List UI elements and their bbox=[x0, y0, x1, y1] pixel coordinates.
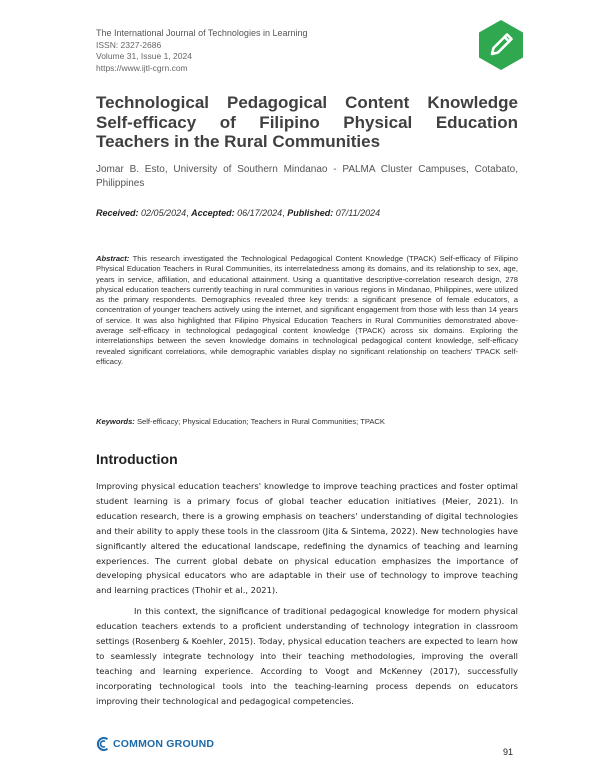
received-label: Received: bbox=[96, 208, 139, 218]
introduction-heading: Introduction bbox=[96, 451, 178, 467]
keywords-label: Keywords: bbox=[96, 417, 135, 426]
paragraph: In this context, the significance of traditional pedagogical knowledge for modern physical education teachers extends to a proficient understanding of technology integration in classroom settings (Rosenberg & Koehler, 2015). Today, physical education teachers are expected to learn how to seamlessly integrate technology into their teaching methodologies, improving the overall teaching and learning experience. According to Voogt and McKenney (2017), successfully incorporating technological tools into the teaching-learning process depends on educators improving their technological and pedagogical competencies. bbox=[96, 606, 518, 706]
author-affiliation: Jomar B. Esto, University of Southern Mindanao - PALMA Cluster Campuses, Cotabato, Philippines bbox=[96, 164, 518, 189]
journal-meta bbox=[96, 28, 307, 74]
abstract bbox=[96, 254, 518, 367]
pencil-edit-icon bbox=[474, 18, 528, 72]
introduction-body bbox=[96, 479, 518, 709]
common-ground-logo-icon bbox=[96, 736, 110, 752]
publisher-logo bbox=[96, 736, 214, 752]
abstract-text: This research investigated the Technological Pedagogical Content Knowledge (TPACK) Self-efficacy of Filipino Physical Education Teachers in Rural Communities, its interrelatedness among its domains, and its relationship to sex, age, years in service, affiliation, and educational attainment. Using a quantitative descriptive-correlation research design, 278 physical education teachers currently teaching in rural communities in various regions in Mindanao, Philippines, were utilized as the primary respondents. Demographics revealed three key trends: a significant presence of female educators, a concentration of younger teachers actively using the internet, and significant engagement from those with less than 14 years of service. It was also highlighted that Filipino Physical Education Teachers in Rural Communities demonstrated above-average self-efficacy in technological pedagogical content knowledge (TPACK) across six domains. Exploring the interrelationships between the seven knowledge domains in technological pedagogical content knowledge, self-efficacy revealed significant correlations, while demographic variables display no significant relationship on teachers' TPACK self-efficacy. bbox=[96, 254, 518, 366]
journal-url: https://www.ijtl-cgrn.com bbox=[96, 62, 188, 73]
published-date: 07/11/2024 bbox=[335, 208, 381, 218]
journal-volume: Volume 31, Issue 1, 2024 bbox=[96, 51, 192, 61]
received-date: 02/05/2024 bbox=[141, 208, 187, 218]
accepted-label: Accepted: bbox=[191, 208, 235, 218]
article-title: Technological Pedagogical Content Knowledge Self-efficacy of Filipino Physical Education Teachers in the Rural Communities bbox=[96, 93, 518, 151]
abstract-label: Abstract: bbox=[96, 254, 130, 263]
keywords bbox=[96, 417, 518, 426]
article-dates: Received: 02/05/2024, Accepted: 06/17/2024, Published: 07/11/2024 bbox=[96, 208, 381, 218]
published-label: Published: bbox=[287, 208, 334, 218]
paragraph: Improving physical education teachers' knowledge to improve teaching practices and foster optimal student learning is a primary focus of global teacher education initiatives (Meier, 2021). In education research, there is a growing emphasis on teachers' understanding of digital technologies and their ability to apply these tools in the classroom (Jita & Sintema, 2022). New technologies have significantly altered the educational landscape, redefining the dynamics of teaching and learning experiences. The current global debate on physical education emphasizes the importance of developing physical educators who are adaptable in their use of technology to improve teaching and learning practices (Thohir et al., 2021). bbox=[96, 481, 518, 596]
publisher-name: COMMON GROUND bbox=[113, 738, 215, 750]
journal-name: The International Journal of Technologies in Learning bbox=[96, 28, 308, 38]
journal-issn: ISSN: 2327-2686 bbox=[96, 39, 162, 50]
keywords-text: Self-efficacy; Physical Education; Teachers in Rural Communities; TPACK bbox=[136, 417, 385, 426]
accepted-date: 06/17/2024 bbox=[237, 208, 283, 218]
page-number: 91 bbox=[503, 747, 514, 757]
